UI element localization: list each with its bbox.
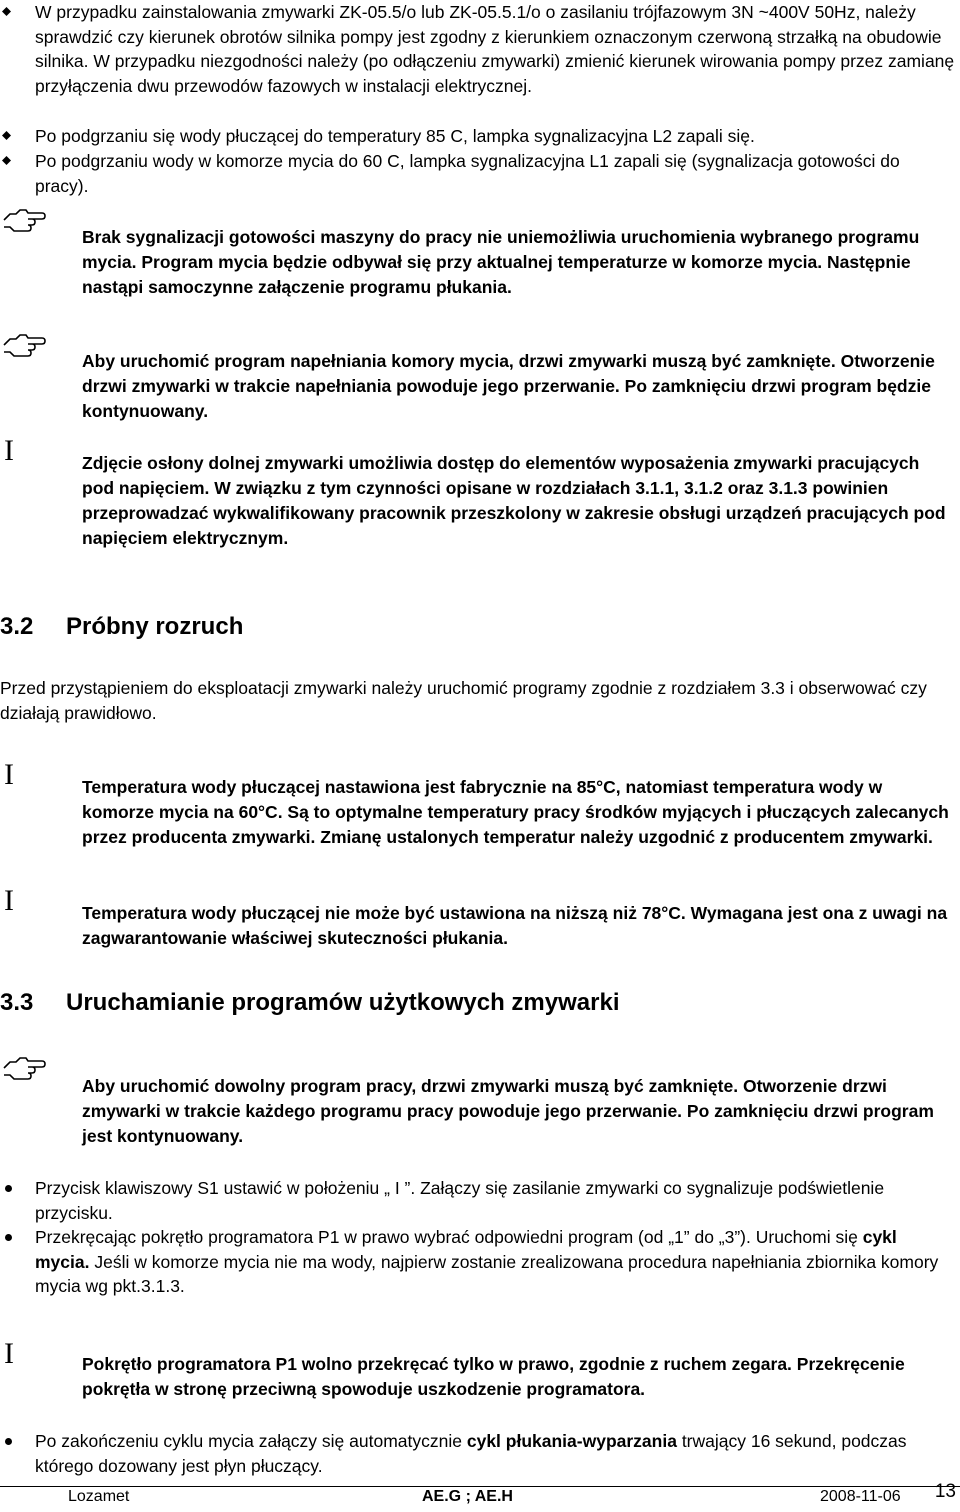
warning-knob-direction: Pokrętło programatora P1 wolno przekręcać tylko w prawo, zgodnie z ruchem zegara. Przekręcenie pokrętła w stronę przeciwną spowoduje uszkodzenie programatora. (82, 1354, 905, 1399)
warning-factory-temperatures: Temperatura wody płuczącej nastawiona jest fabrycznie na 85°C, natomiast temperatura wody w komorze mycia na 60°C. Są to optymalne temperatury pracy środków myjących i płuczących zalecanych przez producenta zmywarki. Zmianę ustalonych temperatur należy uzgodnić z producentem zmywarki. (82, 777, 949, 847)
footer-model: AE.G ; AE.H (422, 1488, 513, 1505)
bullet-text-part: Przekręcając pokrętło programatora P1 w prawo wybrać odpowiedni program (od „1” do „3”). Uruchomi się (35, 1227, 863, 1247)
round-bullet-icon (5, 1234, 12, 1241)
bullet-rinse-cycle (35, 1429, 955, 1478)
bullet-text-bold: cykl mycia. (35, 1227, 897, 1272)
paragraph-trial-run: Przed przystąpieniem do eksploatacji zmywarki należy uruchomić programy zgodnie z rozdziałem 3.3 i obserwować czy działają prawidłowo. (0, 678, 927, 723)
diamond-bullet-icon (2, 7, 11, 16)
warning-i-icon: I (4, 1337, 14, 1370)
bullet-switch-s1: Przycisk klawiszowy S1 ustawić w położeniu „ I ”. Załączy się zasilanie zmywarki co sygnalizuje podświetlenie przycisku. (35, 1178, 885, 1223)
pointing-hand-icon (2, 207, 46, 235)
section-title: Próbny rozruch (66, 613, 244, 640)
bullet-lamp-l2: Po podgrzaniu się wody płuczącej do temperatury 85 C, lampka sygnalizacyjna L2 zapali się. (35, 126, 755, 146)
page-number: 13 (934, 1481, 956, 1502)
bullet-lamp-l1: Po podgrzaniu wody w komorze mycia do 60 C, lampka sygnalizacyjna L1 zapali się (sygnalizacja gotowości do pracy). (35, 151, 900, 196)
warning-i-icon: I (4, 434, 14, 467)
section-number: 3.2 (0, 613, 34, 640)
warning-min-rinse-temperature: Temperatura wody płuczącej nie może być ustawiona na niższą niż 78°C. Wymagana jest ona z uwagi na zagwarantowanie właściwej skuteczności płukania. (82, 903, 948, 948)
bullet-text-bold: cykl płukania-wyparzania (466, 1431, 677, 1451)
pointing-hand-icon (2, 1055, 46, 1083)
bullet-three-phase-check: W przypadku zainstalowania zmywarki ZK-05.5/o lub ZK-05.5.1/o o zasilaniu trójfazowym 3N ~400V 50Hz, należy sprawdzić czy kierunek obrotów silnika pompy jest zgodny z kierunkiem oznaczonym czerwoną strzałką na obudowie silnika. W przypadku niezgodności należy (po odłączeniu zmywarki) zmienić kierunek wirowania pompy przez zamianę przyłączenia dwu przewodów fazowych w instalacji elektrycznej. (35, 2, 955, 96)
footer-company: Lozamet (68, 1488, 130, 1505)
pointing-hand-icon (2, 332, 46, 360)
bullet-text-part: Po zakończeniu cyklu mycia załączy się automatycznie (35, 1431, 467, 1451)
footer-date: 2008-11-06 (820, 1488, 901, 1505)
diamond-bullet-icon (2, 156, 11, 165)
note-door-any-program: Aby uruchomić dowolny program pracy, drzwi zmywarki muszą być zamknięte. Otworzenie drzwi zmywarki w trakcie każdego programu pracy powoduje jego przerwanie. Po zamknięciu drzwi program jest kontynuowany. (82, 1076, 934, 1146)
section-number: 3.3 (0, 989, 34, 1016)
bullet-text-part: Jeśli w komorze mycia nie ma wody, najpierw zostanie zrealizowana procedura napełniania zbiornika komory mycia wg pkt.3.1.3. (35, 1251, 939, 1297)
warning-i-icon: I (4, 884, 14, 917)
warning-cover-voltage: Zdjęcie osłony dolnej zmywarki umożliwia dostęp do elementów wyposażenia zmywarki pracujących pod napięciem. W związku z tym czynności opisane w rozdziałach 3.1.1, 3.1.2 oraz 3.1.3 powinien przeprowadzać wykwalifikowany pracownik przeszkolony w zakresie obsługi urządzeń pracujących pod napięciem elektrycznym. (82, 453, 946, 548)
note-door-filling: Aby uruchomić program napełniania komory mycia, drzwi zmywarki muszą być zamknięte. Otworzenie drzwi zmywarki w trakcie napełniania powoduje jego przerwanie. Po zamknięciu drzwi program będzie kontynuowany. (82, 351, 935, 421)
bullet-programmer-p1 (35, 1225, 955, 1299)
bullet-text-part: trwający 16 sekund, podczas którego dozowany jest płyn płuczący. (35, 1431, 907, 1476)
round-bullet-icon (5, 1185, 12, 1192)
section-title: Uruchamianie programów użytkowych zmywarki (66, 989, 620, 1016)
round-bullet-icon (5, 1438, 12, 1445)
diamond-bullet-icon (2, 131, 11, 140)
note-readiness-signal: Brak sygnalizacji gotowości maszyny do pracy nie uniemożliwia uruchomienia wybranego programu mycia. Program mycia będzie odbywał się przy aktualnej temperaturze w komorze mycia. Następnie nastąpi samoczynne załączenie programu płukania. (82, 227, 920, 297)
warning-i-icon: I (4, 758, 14, 791)
